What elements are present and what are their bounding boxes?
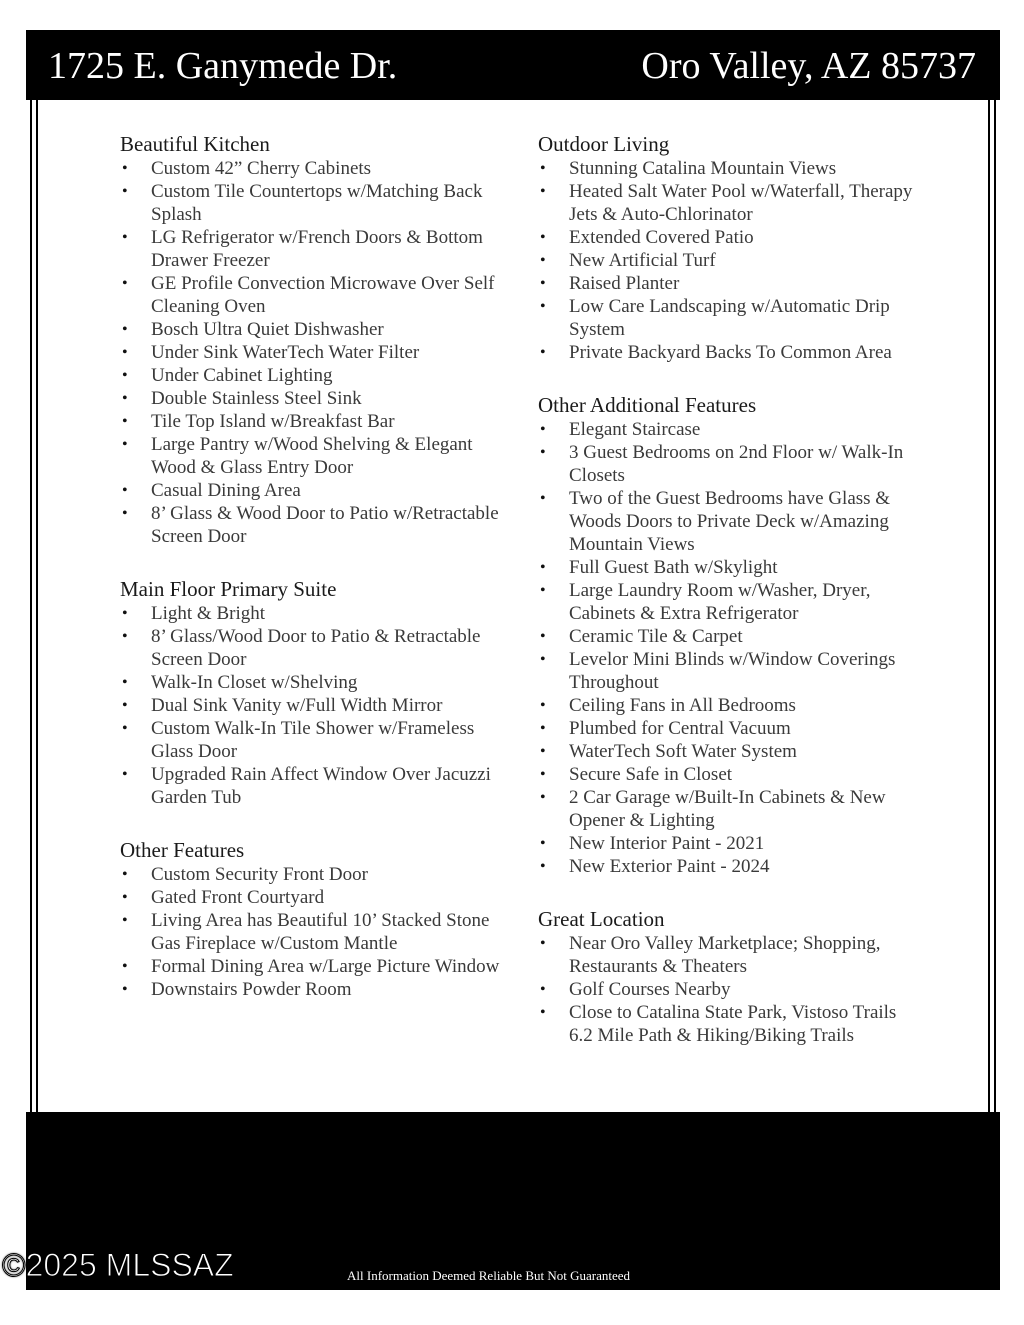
- feature-list-item: • Double Stainless Steel Sink: [120, 387, 500, 410]
- feature-section: [538, 131, 918, 364]
- feature-list: [538, 418, 918, 878]
- feature-list-item: • Large Pantry w/Wood Shelving & Elegant Wood & Glass Entry Door: [120, 433, 500, 479]
- feature-list-item: • Custom Tile Countertops w/Matching Back Splash: [120, 180, 500, 226]
- disclaimer-text: All Information Deemed Reliable But Not Guaranteed: [347, 1268, 631, 1283]
- section-title: Great Location: [538, 907, 665, 931]
- feature-list-item: • GE Profile Convection Microwave Over Self Cleaning Oven: [120, 272, 500, 318]
- feature-list: [120, 863, 500, 1001]
- feature-list-item: • Custom Walk-In Tile Shower w/Frameless Glass Door: [120, 717, 500, 763]
- right-column: [538, 131, 918, 1075]
- feature-list-item: • Ceiling Fans in All Bedrooms: [538, 694, 918, 717]
- feature-list-item: • Full Guest Bath w/Skylight: [538, 556, 918, 579]
- feature-list-item: • Levelor Mini Blinds w/Window Coverings Throughout: [538, 648, 918, 694]
- feature-list-item: • Custom 42” Cherry Cabinets: [120, 157, 500, 180]
- feature-list-item: • New Exterior Paint - 2024: [538, 855, 918, 878]
- feature-list-item: • Bosch Ultra Quiet Dishwasher: [120, 318, 500, 341]
- feature-section: [538, 906, 918, 1047]
- feature-list: [538, 932, 918, 1047]
- feature-list-item: • 3 Guest Bedrooms on 2nd Floor w/ Walk-In Closets: [538, 441, 918, 487]
- feature-list-item: • Gated Front Courtyard: [120, 886, 500, 909]
- feature-list-item: • Formal Dining Area w/Large Picture Window: [120, 955, 500, 978]
- feature-list-item: • Downstairs Powder Room: [120, 978, 500, 1001]
- feature-section: [120, 837, 500, 1001]
- street-address: 1725 E. Ganymede Dr.: [48, 45, 398, 87]
- feature-list-item: • Private Backyard Backs To Common Area: [538, 341, 918, 364]
- section-title: Outdoor Living: [538, 132, 670, 156]
- feature-list: [538, 157, 918, 364]
- content-frame: [26, 100, 1000, 1112]
- feature-section: [120, 131, 500, 548]
- flyer-sheet: [26, 30, 1000, 1290]
- feature-list-item: • Low Care Landscaping w/Automatic Drip System: [538, 295, 918, 341]
- feature-list-item: • Close to Catalina State Park, Vistoso Trails 6.2 Mile Path & Hiking/Biking Trails: [538, 1001, 918, 1047]
- section-title: Other Features: [120, 838, 245, 862]
- feature-list-item: • Walk-In Closet w/Shelving: [120, 671, 500, 694]
- section-title: Other Additional Features: [538, 393, 757, 417]
- feature-list-item: • Under Sink WaterTech Water Filter: [120, 341, 500, 364]
- feature-list-item: • 2 Car Garage w/Built-In Cabinets & New Opener & Lighting: [538, 786, 918, 832]
- city-state-zip: Oro Valley, AZ 85737: [641, 45, 976, 87]
- feature-list-item: • Casual Dining Area: [120, 479, 500, 502]
- feature-list-item: • Upgraded Rain Affect Window Over Jacuzzi Garden Tub: [120, 763, 500, 809]
- feature-list-item: • Living Area has Beautiful 10’ Stacked Stone Gas Fireplace w/Custom Mantle: [120, 909, 500, 955]
- feature-list-item: • Under Cabinet Lighting: [120, 364, 500, 387]
- feature-list-item: • Plumbed for Central Vacuum: [538, 717, 918, 740]
- feature-list-item: • Tile Top Island w/Breakfast Bar: [120, 410, 500, 433]
- feature-list-item: • New Artificial Turf: [538, 249, 918, 272]
- feature-list-item: • Extended Covered Patio: [538, 226, 918, 249]
- feature-list-item: • Elegant Staircase: [538, 418, 918, 441]
- feature-list-item: • WaterTech Soft Water System: [538, 740, 918, 763]
- feature-list-item: • Two of the Guest Bedrooms have Glass & Woods Doors to Private Deck w/Amazing Mountain Views: [538, 487, 918, 556]
- feature-list-item: • Secure Safe in Closet: [538, 763, 918, 786]
- feature-list-item: • Near Oro Valley Marketplace; Shopping, Restaurants & Theaters: [538, 932, 918, 978]
- feature-section: [120, 576, 500, 809]
- left-column: [120, 131, 500, 1029]
- feature-list-item: • 8’ Glass/Wood Door to Patio & Retractable Screen Door: [120, 625, 500, 671]
- feature-content: [26, 100, 1000, 1112]
- feature-list-item: • Dual Sink Vanity w/Full Width Mirror: [120, 694, 500, 717]
- feature-list-item: • Ceramic Tile & Carpet: [538, 625, 918, 648]
- feature-list-item: • 8’ Glass & Wood Door to Patio w/Retractable Screen Door: [120, 502, 500, 548]
- section-title: Beautiful Kitchen: [120, 132, 270, 156]
- feature-section: [538, 392, 918, 878]
- feature-list-item: • Light & Bright: [120, 602, 500, 625]
- header-bar: [26, 30, 1000, 100]
- feature-list-item: • Stunning Catalina Mountain Views: [538, 157, 918, 180]
- feature-list-item: • Large Laundry Room w/Washer, Dryer, Cabinets & Extra Refrigerator: [538, 579, 918, 625]
- feature-list-item: • Heated Salt Water Pool w/Waterfall, Therapy Jets & Auto-Chlorinator: [538, 180, 918, 226]
- feature-list: [120, 157, 500, 548]
- feature-list-item: • Raised Planter: [538, 272, 918, 295]
- feature-list-item: • New Interior Paint - 2021: [538, 832, 918, 855]
- feature-list-item: • Golf Courses Nearby: [538, 978, 918, 1001]
- feature-list-item: • Custom Security Front Door: [120, 863, 500, 886]
- section-title: Main Floor Primary Suite: [120, 577, 337, 601]
- copyright-watermark: ©2025 MLSSAZ: [2, 1247, 234, 1283]
- feature-list-item: • LG Refrigerator w/French Doors & Bottom Drawer Freezer: [120, 226, 500, 272]
- feature-list: [120, 602, 500, 809]
